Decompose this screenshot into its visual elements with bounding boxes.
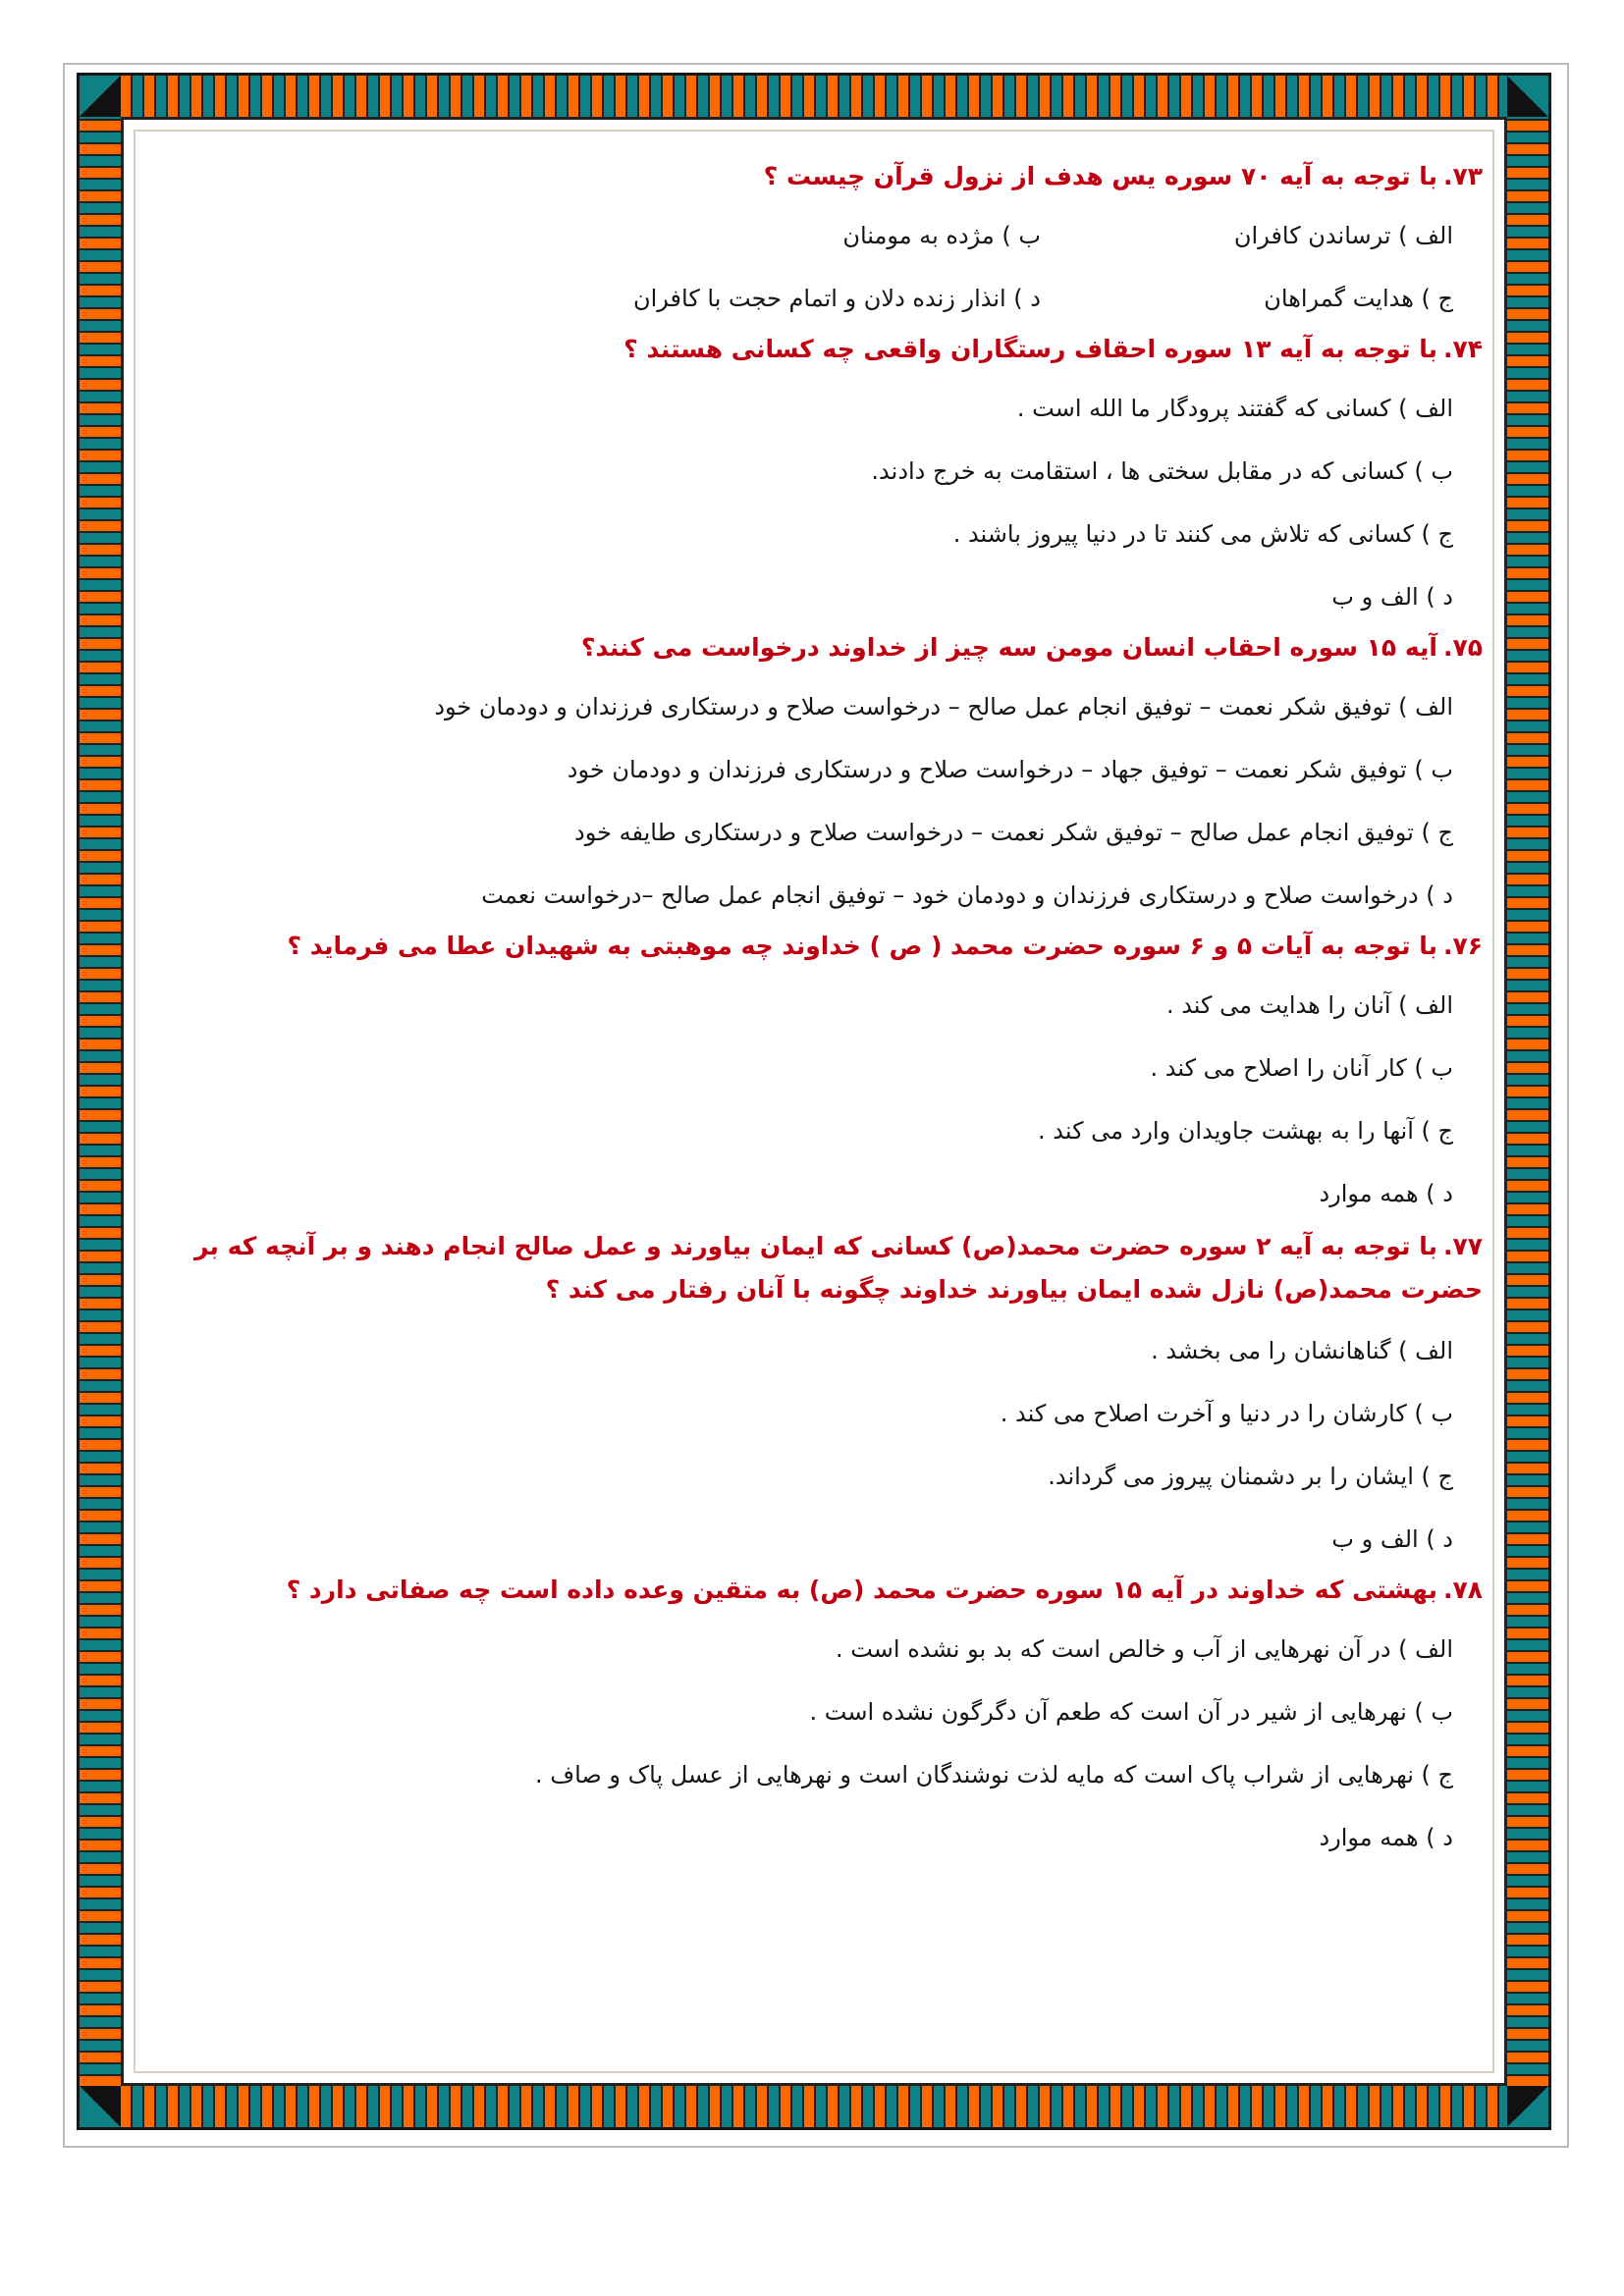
border-strip-top	[121, 76, 1507, 120]
border-corner-bottom-left	[80, 2086, 121, 2127]
option-d: د ) همه موارد	[1319, 1824, 1453, 1851]
question-number: ۷۴.	[1442, 335, 1483, 363]
question-text: با توجه به آیه ۱۳ سوره احقاف رستگاران واقعی چه کسانی هستند ؟	[623, 335, 1437, 363]
option-c: ج ) هدایت گمراهان	[1264, 285, 1453, 312]
question-number: ۷۵.	[1442, 633, 1483, 662]
question-78	[147, 1571, 1483, 1869]
question-title	[147, 330, 1483, 369]
option-d: د ) همه موارد	[1319, 1180, 1453, 1207]
question-76	[147, 927, 1483, 1225]
question-title	[147, 628, 1483, 667]
border-strip-right	[1504, 117, 1548, 2086]
option-a: الف ) کسانی که گفتند پرودگار ما الله است .	[1016, 395, 1453, 422]
question-title	[147, 1225, 1483, 1311]
question-text: با توجه به آیه ۲ سوره حضرت محمد(ص) کسانی که ایمان بیاورند و عمل صالح انجام دهند و بر آنچه که بر حضرت محمد(ص) نازل شده ایمان بیاورند خداوند چگونه با آنان رفتار می کند ؟	[194, 1232, 1483, 1304]
question-title	[147, 157, 1483, 196]
option-a: الف ) در آن نهرهایی از آب و خالص است که بد بو نشده است .	[835, 1635, 1453, 1663]
options-row	[147, 204, 1453, 267]
question-number: ۷۷.	[1442, 1232, 1483, 1260]
border-corner-bottom-right	[1507, 2086, 1548, 2127]
question-text: با توجه به آیات ۵ و ۶ سوره حضرت محمد ( ص ) خداوند چه موهبتی به شهیدان عطا می فرماید ؟	[287, 932, 1437, 960]
option-b: ب ) کارشان را در دنیا و آخرت اصلاح می کند .	[1000, 1400, 1453, 1427]
option-d: د ) انذار زنده دلان و اتمام حجت با کافران	[633, 285, 1041, 312]
option-c: ج ) کسانی که تلاش می کنند تا در دنیا پیروز باشند .	[952, 520, 1453, 548]
option-d: د ) الف و ب	[1331, 583, 1453, 611]
question-text: بهشتی که خداوند در آیه ۱۵ سوره حضرت محمد (ص) به متقین وعده داده است چه صفاتی دارد ؟	[286, 1575, 1437, 1604]
option-c: ج ) نهرهایی از شراب پاک است که مایه لذت نوشندگان است و نهرهایی از عسل پاک و صاف .	[534, 1761, 1453, 1789]
question-number: ۷۳.	[1442, 162, 1483, 190]
question-74	[147, 330, 1483, 628]
option-c: ج ) آنها را به بهشت جاویدان وارد می کند .	[1038, 1117, 1453, 1145]
option-d: د ) درخواست صلاح و درستکاری فرزندان و دودمان خود – توفیق انجام عمل صالح –درخواست نعمت	[481, 881, 1453, 909]
question-title	[147, 927, 1483, 966]
question-text: با توجه به آیه ۷۰ سوره یس هدف از نزول قرآن چیست ؟	[763, 162, 1437, 190]
border-strip-bottom	[121, 2083, 1507, 2127]
question-73	[147, 157, 1483, 330]
question-text: آیه ۱۵ سوره احقاب انسان مومن سه چیز از خداوند درخواست می کنند؟	[581, 633, 1437, 662]
question-title	[147, 1571, 1483, 1610]
option-a: الف ) گناهانشان را می بخشد .	[1151, 1337, 1453, 1364]
question-number: ۷۸.	[1442, 1575, 1483, 1604]
options-row	[147, 267, 1453, 330]
option-b: ب ) توفیق شکر نعمت – توفیق جهاد – درخواست صلاح و درستکاری فرزندان و دودمان خود	[567, 756, 1453, 783]
border-strip-left	[80, 117, 124, 2086]
option-c: ج ) ایشان را بر دشمنان پیروز می گرداند.	[1048, 1463, 1453, 1490]
question-77	[147, 1225, 1483, 1571]
option-b: ب ) نهرهایی از شیر در آن است که طعم آن دگرگون نشده است .	[809, 1698, 1453, 1726]
option-c: ج ) توفیق انجام عمل صالح – توفیق شکر نعمت – درخواست صلاح و درستکاری طایفه خود	[574, 819, 1453, 846]
option-b: ب ) کار آنان را اصلاح می کند .	[1150, 1054, 1453, 1082]
option-a: الف ) آنان را هدایت می کند .	[1165, 991, 1453, 1019]
option-a: الف ) ترساندن کافران	[1233, 222, 1453, 249]
option-a: الف ) توفیق شکر نعمت – توفیق انجام عمل صالح – درخواست صلاح و درستکاری فرزندان و دودمان خود	[434, 693, 1453, 721]
option-b: ب ) مژده به مومنان	[842, 222, 1041, 249]
border-corner-top-right	[1507, 76, 1548, 117]
border-corner-top-left	[80, 76, 121, 117]
question-list	[147, 157, 1483, 2042]
question-number: ۷۶.	[1442, 932, 1483, 960]
option-d: د ) الف و ب	[1331, 1525, 1453, 1553]
question-75	[147, 628, 1483, 927]
option-b: ب ) کسانی که در مقابل سختی ها ، استقامت به خرج دادند.	[871, 457, 1453, 485]
